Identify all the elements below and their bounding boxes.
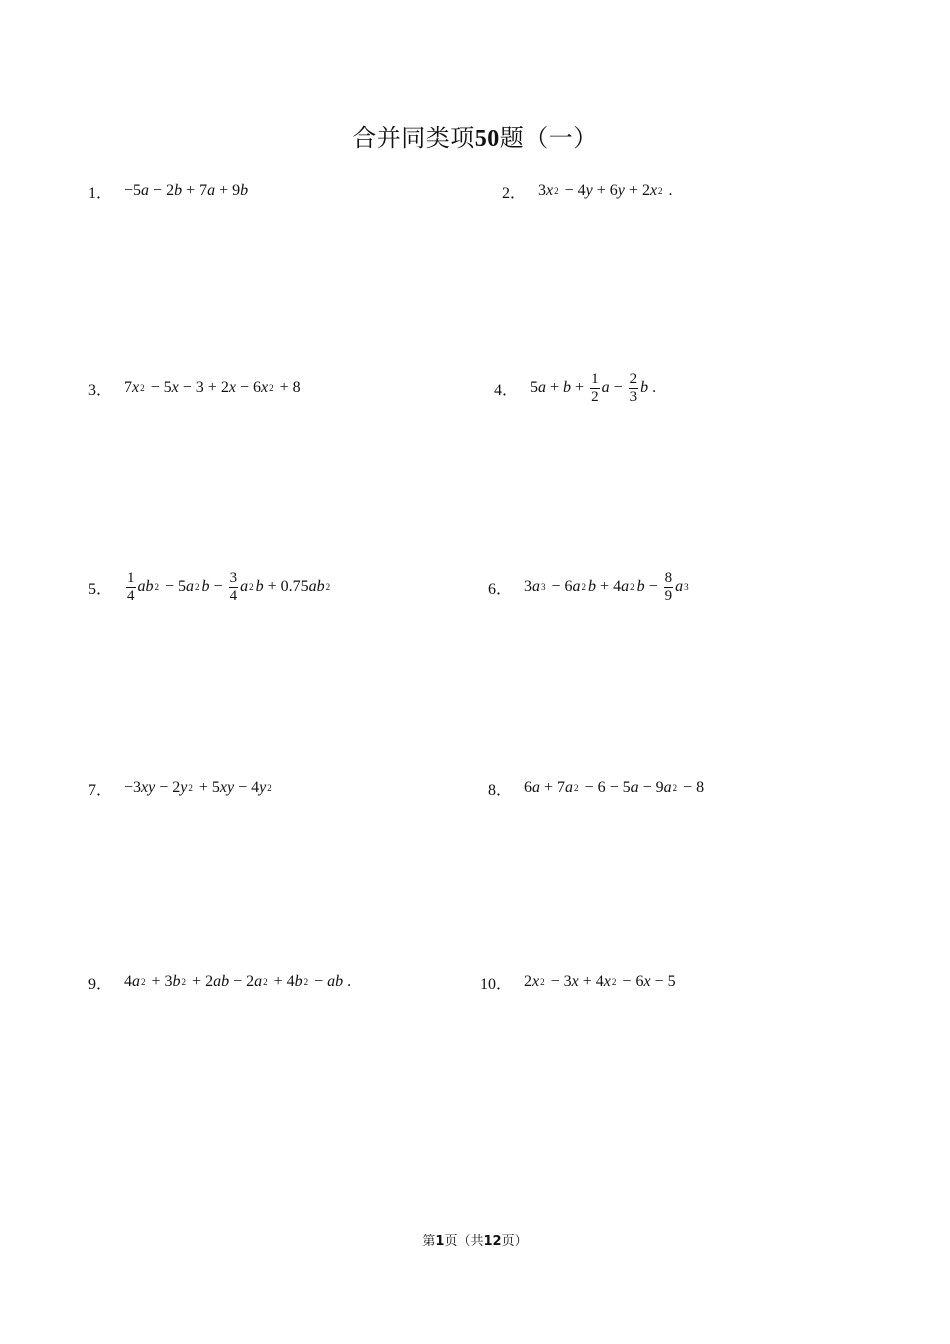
problem-8 <box>488 768 704 808</box>
title-suffix: 题（一） <box>499 126 598 152</box>
page-footer <box>0 1230 950 1249</box>
problem-number: 1． <box>88 184 113 202</box>
problem-1 <box>88 171 248 211</box>
title-count: 50 <box>474 126 500 152</box>
problem-number: 3． <box>88 381 113 399</box>
problem-expression: 3 a 3 − 6 a 2 b + 4 a 2 b − $\frac{8}{9}$ a 3 <box>524 569 689 604</box>
problem-number: 5． <box>88 580 113 598</box>
fraction: $\frac{1}{2}$ <box>591 370 599 405</box>
problem-9 <box>88 962 351 1002</box>
problem-4 <box>494 368 656 408</box>
problem-3 <box>88 368 301 408</box>
problem-2 <box>502 171 673 211</box>
problem-7 <box>88 768 274 808</box>
page-title <box>0 118 950 153</box>
fraction: $\frac{8}{9}$ <box>664 569 673 604</box>
title-text: 合并同类项 <box>352 126 475 152</box>
fraction: $\frac{2}{3}$ <box>629 370 638 405</box>
problem-number: 4． <box>494 381 519 399</box>
problem-10 <box>480 962 676 1002</box>
problem-expression: 4 a 2 + 3 b 2 + 2 ab − 2 a 2 + 4 b 2 − ab . <box>124 973 352 990</box>
problem-6 <box>488 567 691 607</box>
problem-expression: $\frac{1}{4}$ ab 2 − 5 a 2 b − $\frac{3}{4}$ a 2 b + 0.75 ab 2 <box>127 569 331 604</box>
footer-pre: 第 <box>422 1234 436 1249</box>
problem-expression: 5 a + b + $\frac{1}{2}$ a − $\frac{2}{3}$ b . <box>530 370 657 405</box>
problem-expression: 7 x 2 − 5 x − 3 + 2 x − 6 x 2 + 8 <box>124 379 301 396</box>
footer-page-number: 1 <box>435 1234 445 1249</box>
problem-expression: 6 a + 7 a 2 − 6 − 5 a − 9 a 2 − 8 <box>524 779 705 796</box>
problem-number: 7． <box>88 781 113 799</box>
problem-number: 9． <box>88 975 113 993</box>
problem-number: 10． <box>480 975 513 993</box>
problem-number: 2． <box>502 184 527 202</box>
problem-number: 8． <box>488 781 513 799</box>
footer-total-pages: 12 <box>483 1234 502 1249</box>
problem-expression: 2 x 2 − 3 x + 4 x 2 − 6 x − 5 <box>524 973 676 990</box>
footer-post: 页） <box>501 1234 528 1249</box>
problem-expression: −3 xy − 2 y 2 + 5 xy − 4 y 2 <box>124 779 272 796</box>
fraction: $\frac{1}{4}$ <box>127 569 135 604</box>
problem-expression: −5 a − 2 b + 7 a + 9 b <box>124 182 249 199</box>
problem-expression: 3 x 2 − 4 y + 6 y + 2 x 2 . <box>538 182 673 199</box>
problem-number: 6． <box>488 580 513 598</box>
footer-mid: 页（共 <box>444 1234 484 1249</box>
fraction: $\frac{3}{4}$ <box>229 569 238 604</box>
problem-5 <box>88 567 332 607</box>
